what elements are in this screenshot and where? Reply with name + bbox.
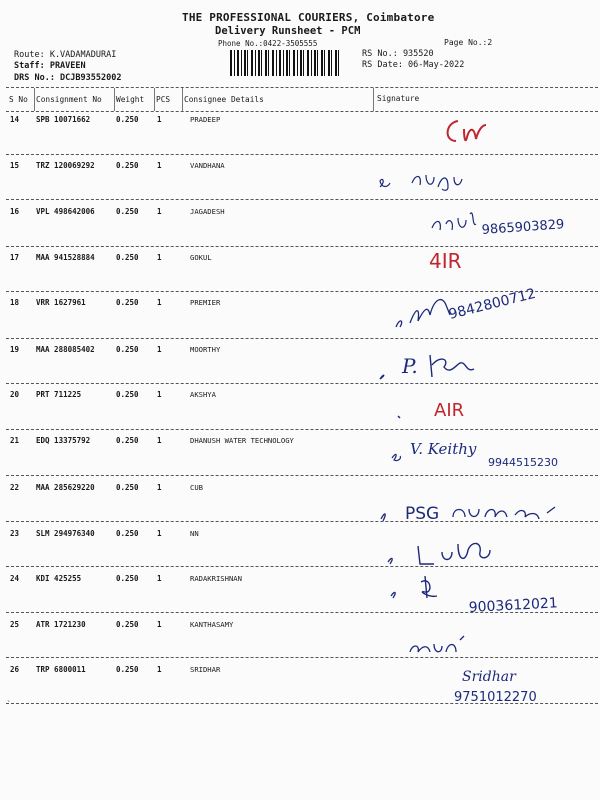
svg-text:9865903829: 9865903829: [481, 217, 565, 238]
signature-14: [440, 117, 500, 147]
rs-number: RS No.: 935520: [362, 49, 434, 59]
row-divider: [6, 657, 598, 658]
barcode-bar: [276, 50, 277, 76]
row-pcs: 1: [157, 665, 162, 674]
row-sno: 19: [10, 345, 20, 354]
row-weight: 0.250: [116, 665, 139, 674]
row-consignment: MAA 288085402: [36, 345, 95, 354]
row-pcs: 1: [157, 345, 162, 354]
row-weight: 0.250: [116, 161, 139, 170]
row-divider: [6, 154, 598, 155]
row-consignee: SRIDHAR: [190, 665, 221, 674]
barcode-bar: [303, 50, 304, 76]
svg-text:9842800712: 9842800712: [447, 285, 538, 323]
row-consignment: EDQ 13375792: [36, 436, 91, 445]
row-consignee: KANTHASAMY: [190, 620, 234, 629]
row-consignee: PREMIER: [190, 298, 221, 307]
runsheet-title: Delivery Runsheet - PCM: [215, 25, 361, 37]
page-edge-mark: `: [6, 700, 13, 711]
barcode-bar: [261, 50, 262, 76]
row-weight: 0.250: [116, 529, 139, 538]
row-weight: 0.250: [116, 298, 139, 307]
col-sno: S No: [9, 95, 28, 104]
row-consignment: SLM 294976340: [36, 529, 95, 538]
row-sno: 18: [10, 298, 20, 307]
row-pcs: 1: [157, 574, 162, 583]
row-weight: 0.250: [116, 574, 139, 583]
signature-19: [370, 345, 500, 385]
phone-number: Phone No.:0422-3505555: [218, 39, 318, 48]
signature-21: [388, 428, 593, 473]
signature-17: [425, 244, 495, 274]
row-sno: 16: [10, 207, 20, 216]
row-consignee: JAGADESH: [190, 207, 225, 216]
row-pcs: 1: [157, 436, 162, 445]
row-sno: 20: [10, 390, 20, 399]
row-sno: 22: [10, 483, 20, 492]
barcode-bar: [251, 50, 252, 76]
row-consignee: GOKUL: [190, 253, 212, 262]
row-consignment: KDI 425255: [36, 574, 82, 583]
row-consignee: DHANUSH WATER TECHNOLOGY: [190, 436, 294, 445]
row-weight: 0.250: [116, 253, 139, 262]
row-consignee: NN: [190, 529, 199, 538]
row-consignee: VANDHANA: [190, 161, 225, 170]
signature-23: [380, 532, 520, 572]
row-weight: 0.250: [116, 115, 139, 124]
row-sno: 14: [10, 115, 20, 124]
row-pcs: 1: [157, 253, 162, 262]
row-consignee: AKSHYA: [190, 390, 216, 399]
company-name: THE PROFESSIONAL COURIERS, Coimbatore: [182, 11, 435, 24]
drs-number: DRS No.: DCJB93552002: [14, 73, 122, 83]
row-consignee: RADAKRISHNAN: [190, 574, 242, 583]
row-weight: 0.250: [116, 345, 139, 354]
barcode-bar: [237, 50, 238, 76]
row-weight: 0.250: [116, 483, 139, 492]
row-consignment: VPL 498642006: [36, 207, 95, 216]
row-consignment: TRP 6800011: [36, 665, 86, 674]
row-sno: 23: [10, 529, 20, 538]
row-divider: [6, 338, 598, 339]
col-consignee: Consignee Details: [184, 95, 264, 104]
row-weight: 0.250: [116, 620, 139, 629]
signature-25: [400, 630, 480, 660]
signature-24: [385, 568, 585, 620]
svg-text:9944515230: 9944515230: [488, 456, 558, 469]
row-consignment: ATR 1721230: [36, 620, 86, 629]
row-pcs: 1: [157, 161, 162, 170]
col-weight: Weight: [116, 95, 145, 104]
row-pcs: 1: [157, 529, 162, 538]
signature-20: [390, 392, 490, 424]
row-consignment: VRR 1627961: [36, 298, 86, 307]
row-pcs: 1: [157, 115, 162, 124]
svg-text:4IR: 4IR: [429, 249, 462, 273]
barcode: [230, 50, 342, 76]
svg-text:PSG: PSG: [405, 504, 440, 524]
svg-text:9003612021: 9003612021: [468, 595, 559, 616]
row-sno: 24: [10, 574, 20, 583]
barcode-bar: [321, 50, 322, 76]
row-consignment: MAA 285629220: [36, 483, 95, 492]
row-consignment: PRT 711225: [36, 390, 82, 399]
row-consignment: MAA 941528884: [36, 253, 95, 262]
barcode-bar: [289, 50, 290, 76]
row-consignee: MOORTHY: [190, 345, 221, 354]
row-divider: [6, 475, 598, 476]
row-consignment: TRZ 120069292: [36, 161, 95, 170]
route: Route: K.VADAMADURAI: [14, 50, 117, 60]
signature-16: [420, 200, 580, 250]
barcode-bar: [335, 50, 336, 76]
row-pcs: 1: [157, 207, 162, 216]
row-sno: 25: [10, 620, 20, 629]
col-signature: Signature: [377, 94, 420, 103]
signature-15: [376, 165, 496, 195]
page-number: Page No.:2: [444, 38, 493, 47]
signature-26: [448, 663, 558, 708]
signature-18: [390, 285, 570, 335]
svg-text:V. Keithy: V. Keithy: [410, 440, 477, 458]
staff: Staff: PRAVEEN: [14, 61, 86, 71]
row-pcs: 1: [157, 298, 162, 307]
row-pcs: 1: [157, 620, 162, 629]
rs-date: RS Date: 06-May-2022: [362, 60, 465, 70]
row-consignee: PRADEEP: [190, 115, 221, 124]
row-pcs: 1: [157, 390, 162, 399]
row-consignee: CUB: [190, 483, 203, 492]
svg-text:P.: P.: [402, 354, 418, 378]
row-weight: 0.250: [116, 207, 139, 216]
row-sno: 15: [10, 161, 20, 170]
row-sno: 21: [10, 436, 20, 445]
svg-text:AIR: AIR: [434, 400, 465, 421]
col-pcs: PCS: [156, 95, 171, 104]
row-sno: 17: [10, 253, 20, 262]
row-consignment: SPB 10071662: [36, 115, 91, 124]
svg-text:9751012270: 9751012270: [454, 690, 537, 705]
col-consignment: Consignment No: [36, 95, 102, 104]
row-pcs: 1: [157, 483, 162, 492]
row-weight: 0.250: [116, 390, 139, 399]
row-weight: 0.250: [116, 436, 139, 445]
row-divider: [6, 383, 598, 384]
signature-22: [375, 495, 595, 527]
svg-text:Sridhar: Sridhar: [462, 669, 516, 685]
row-sno: 26: [10, 665, 20, 674]
